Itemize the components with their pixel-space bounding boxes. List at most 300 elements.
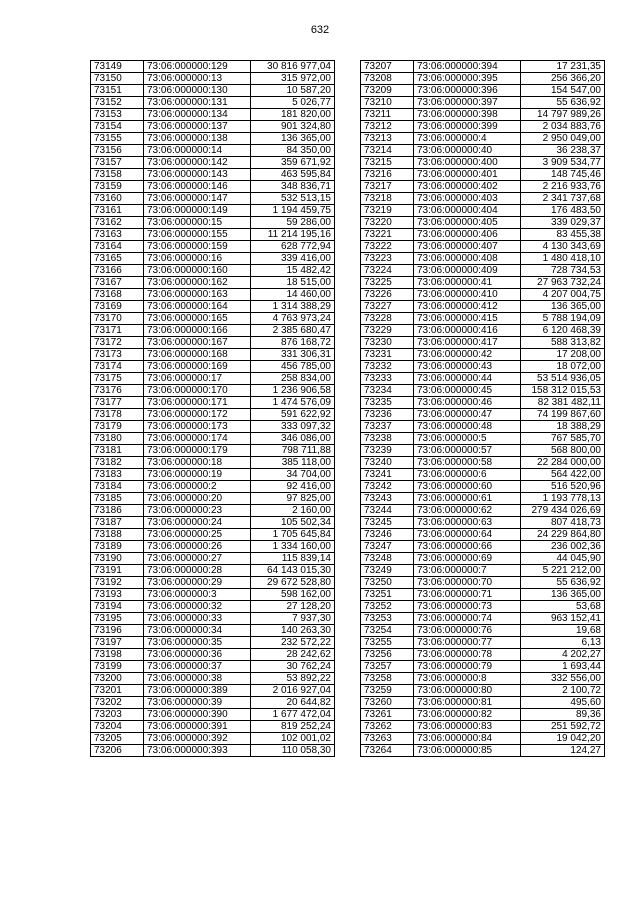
cadastral-value-cell: 29 672 528,80 xyxy=(251,577,335,589)
cadastral-number-cell: 73:06:000000:8 xyxy=(414,673,521,685)
table-row xyxy=(361,289,605,301)
row-number-cell: 73197 xyxy=(91,637,144,649)
table-row xyxy=(91,325,335,337)
row-number-cell: 73207 xyxy=(361,61,414,73)
table-row xyxy=(91,373,335,385)
cadastral-value-cell: 74 199 867,60 xyxy=(521,409,605,421)
table-row xyxy=(91,181,335,193)
table-row xyxy=(91,133,335,145)
table-row xyxy=(361,313,605,325)
cadastral-value-cell: 516 520,96 xyxy=(521,481,605,493)
row-number-cell: 73243 xyxy=(361,493,414,505)
cadastral-value-cell: 2 016 927,04 xyxy=(251,685,335,697)
table-row xyxy=(91,85,335,97)
row-number-cell: 73185 xyxy=(91,493,144,505)
cadastral-number-cell: 73:06:000000:162 xyxy=(144,277,251,289)
row-number-cell: 73254 xyxy=(361,625,414,637)
table-row xyxy=(91,361,335,373)
cadastral-number-cell: 73:06:000000:169 xyxy=(144,361,251,373)
table-row xyxy=(91,337,335,349)
cadastral-number-cell: 73:06:000000:393 xyxy=(144,745,251,757)
table-row xyxy=(361,349,605,361)
cadastral-number-cell: 73:06:000000:34 xyxy=(144,625,251,637)
row-number-cell: 73255 xyxy=(361,637,414,649)
row-number-cell: 73221 xyxy=(361,229,414,241)
row-number-cell: 73162 xyxy=(91,217,144,229)
table-row xyxy=(361,577,605,589)
cadastral-number-cell: 73:06:000000:15 xyxy=(144,217,251,229)
row-number-cell: 73187 xyxy=(91,517,144,529)
cadastral-number-cell: 73:06:000000:416 xyxy=(414,325,521,337)
table-row xyxy=(361,553,605,565)
row-number-cell: 73213 xyxy=(361,133,414,145)
row-number-cell: 73190 xyxy=(91,553,144,565)
cadastral-value-cell: 1 193 778,13 xyxy=(521,493,605,505)
row-number-cell: 73154 xyxy=(91,121,144,133)
cadastral-value-cell: 1 677 472,04 xyxy=(251,709,335,721)
table-row xyxy=(91,289,335,301)
cadastral-number-cell: 73:06:000000:394 xyxy=(414,61,521,73)
cadastral-number-cell: 73:06:000000:81 xyxy=(414,697,521,709)
cadastral-value-cell: 3 909 534,77 xyxy=(521,157,605,169)
row-number-cell: 73169 xyxy=(91,301,144,313)
cadastral-value-cell: 1 334 160,00 xyxy=(251,541,335,553)
row-number-cell: 73235 xyxy=(361,397,414,409)
cadastral-value-cell: 55 636,92 xyxy=(521,577,605,589)
row-number-cell: 73175 xyxy=(91,373,144,385)
cadastral-value-cell: 53 892,22 xyxy=(251,673,335,685)
cadastral-number-cell: 73:06:000000:173 xyxy=(144,421,251,433)
cadastral-value-cell: 2 160,00 xyxy=(251,505,335,517)
row-number-cell: 73186 xyxy=(91,505,144,517)
cadastral-number-cell: 73:06:000000:45 xyxy=(414,385,521,397)
table-row xyxy=(361,409,605,421)
cadastral-value-cell: 44 045,90 xyxy=(521,553,605,565)
table-row xyxy=(361,109,605,121)
table-row xyxy=(91,709,335,721)
cadastral-number-cell: 73:06:000000:392 xyxy=(144,733,251,745)
row-number-cell: 73176 xyxy=(91,385,144,397)
cadastral-value-cell: 2 341 737,68 xyxy=(521,193,605,205)
table-row xyxy=(361,721,605,733)
row-number-cell: 73166 xyxy=(91,265,144,277)
table-row xyxy=(361,469,605,481)
cadastral-value-cell: 332 556,00 xyxy=(521,673,605,685)
row-number-cell: 73250 xyxy=(361,577,414,589)
row-number-cell: 73263 xyxy=(361,733,414,745)
row-number-cell: 73193 xyxy=(91,589,144,601)
cadastral-number-cell: 73:06:000000:73 xyxy=(414,601,521,613)
cadastral-value-cell: 30 816 977,04 xyxy=(251,61,335,73)
table-row xyxy=(361,157,605,169)
table-row xyxy=(91,205,335,217)
table-row xyxy=(91,517,335,529)
cadastral-number-cell: 73:06:000000:165 xyxy=(144,313,251,325)
cadastral-number-cell: 73:06:000000:402 xyxy=(414,181,521,193)
cadastral-number-cell: 73:06:000000:60 xyxy=(414,481,521,493)
cadastral-number-cell: 73:06:000000:23 xyxy=(144,505,251,517)
row-number-cell: 73179 xyxy=(91,421,144,433)
cadastral-number-cell: 73:06:000000:3 xyxy=(144,589,251,601)
row-number-cell: 73259 xyxy=(361,685,414,697)
cadastral-value-cell: 14 797 989,26 xyxy=(521,109,605,121)
cadastral-value-cell: 82 381 482,11 xyxy=(521,397,605,409)
table-row xyxy=(361,445,605,457)
row-number-cell: 73223 xyxy=(361,253,414,265)
cadastral-value-cell: 30 762,24 xyxy=(251,661,335,673)
cadastral-value-cell: 92 416,00 xyxy=(251,481,335,493)
row-number-cell: 73153 xyxy=(91,109,144,121)
cadastral-value-cell: 27 963 732,24 xyxy=(521,277,605,289)
table-row xyxy=(361,637,605,649)
cadastral-value-cell: 158 312 015,53 xyxy=(521,385,605,397)
cadastral-number-cell: 73:06:000000:82 xyxy=(414,709,521,721)
cadastral-value-cell: 591 622,92 xyxy=(251,409,335,421)
table-row xyxy=(361,193,605,205)
row-number-cell: 73181 xyxy=(91,445,144,457)
cadastral-value-cell: 20 644,82 xyxy=(251,697,335,709)
cadastral-number-cell: 73:06:000000:39 xyxy=(144,697,251,709)
table-row xyxy=(361,541,605,553)
table-row xyxy=(91,745,335,757)
table-row xyxy=(91,685,335,697)
row-number-cell: 73196 xyxy=(91,625,144,637)
cadastral-value-cell: 1 236 906,58 xyxy=(251,385,335,397)
row-number-cell: 73208 xyxy=(361,73,414,85)
cadastral-number-cell: 73:06:000000:129 xyxy=(144,61,251,73)
cadastral-number-cell: 73:06:000000:58 xyxy=(414,457,521,469)
cadastral-number-cell: 73:06:000000:16 xyxy=(144,253,251,265)
table-row xyxy=(91,553,335,565)
cadastral-value-cell: 4 207 004,75 xyxy=(521,289,605,301)
cadastral-value-cell: 84 350,00 xyxy=(251,145,335,157)
table-row xyxy=(361,709,605,721)
row-number-cell: 73257 xyxy=(361,661,414,673)
cadastral-number-cell: 73:06:000000:168 xyxy=(144,349,251,361)
table-row xyxy=(91,673,335,685)
cadastral-value-cell: 181 820,00 xyxy=(251,109,335,121)
row-number-cell: 73149 xyxy=(91,61,144,73)
cadastral-value-cell: 17 208,00 xyxy=(521,349,605,361)
table-row xyxy=(91,409,335,421)
table-row xyxy=(91,229,335,241)
table-row xyxy=(361,385,605,397)
cadastral-value-cell: 456 785,00 xyxy=(251,361,335,373)
table-row xyxy=(361,217,605,229)
row-number-cell: 73228 xyxy=(361,313,414,325)
table-row xyxy=(91,529,335,541)
row-number-cell: 73191 xyxy=(91,565,144,577)
row-number-cell: 73215 xyxy=(361,157,414,169)
cadastral-number-cell: 73:06:000000:63 xyxy=(414,517,521,529)
table-row xyxy=(361,133,605,145)
table-row xyxy=(91,385,335,397)
row-number-cell: 73173 xyxy=(91,349,144,361)
cadastral-number-cell: 73:06:000000:29 xyxy=(144,577,251,589)
table-row xyxy=(361,325,605,337)
cadastral-value-cell: 102 001,02 xyxy=(251,733,335,745)
cadastral-value-cell: 27 128,20 xyxy=(251,601,335,613)
cadastral-value-cell: 115 839,14 xyxy=(251,553,335,565)
cadastral-value-cell: 568 800,00 xyxy=(521,445,605,457)
row-number-cell: 73178 xyxy=(91,409,144,421)
table-row xyxy=(361,373,605,385)
cadastral-value-cell: 258 834,00 xyxy=(251,373,335,385)
cadastral-value-cell: 18 072,00 xyxy=(521,361,605,373)
row-number-cell: 73239 xyxy=(361,445,414,457)
cadastral-value-cell: 2 034 883,76 xyxy=(521,121,605,133)
table-row xyxy=(91,241,335,253)
table-row xyxy=(361,529,605,541)
cadastral-number-cell: 73:06:000000:398 xyxy=(414,109,521,121)
row-number-cell: 73219 xyxy=(361,205,414,217)
cadastral-value-cell: 348 836,71 xyxy=(251,181,335,193)
cadastral-number-cell: 73:06:000000:20 xyxy=(144,493,251,505)
table-row xyxy=(361,517,605,529)
cadastral-number-cell: 73:06:000000:389 xyxy=(144,685,251,697)
table-row xyxy=(91,589,335,601)
table-row xyxy=(361,229,605,241)
cadastral-value-cell: 331 306,31 xyxy=(251,349,335,361)
table-row xyxy=(361,493,605,505)
table-row xyxy=(361,625,605,637)
cadastral-number-cell: 73:06:000000:79 xyxy=(414,661,521,673)
row-number-cell: 73220 xyxy=(361,217,414,229)
table-row xyxy=(361,661,605,673)
table-row xyxy=(361,613,605,625)
cadastral-number-cell: 73:06:000000:143 xyxy=(144,169,251,181)
table-row xyxy=(91,733,335,745)
cadastral-value-cell: 36 238,37 xyxy=(521,145,605,157)
row-number-cell: 73189 xyxy=(91,541,144,553)
table-row xyxy=(361,277,605,289)
table-row xyxy=(361,589,605,601)
cadastral-number-cell: 73:06:000000:395 xyxy=(414,73,521,85)
table-row xyxy=(91,397,335,409)
cadastral-number-cell: 73:06:000000:18 xyxy=(144,457,251,469)
table-row xyxy=(91,421,335,433)
table-row xyxy=(361,649,605,661)
cadastral-value-cell: 1 194 459,75 xyxy=(251,205,335,217)
cadastral-number-cell: 73:06:000000:401 xyxy=(414,169,521,181)
cadastral-value-cell: 18 515,00 xyxy=(251,277,335,289)
table-row xyxy=(361,205,605,217)
cadastral-value-cell: 14 460,00 xyxy=(251,289,335,301)
table-row xyxy=(91,193,335,205)
cadastral-value-cell: 339 416,00 xyxy=(251,253,335,265)
table-row xyxy=(361,481,605,493)
table-row xyxy=(361,181,605,193)
cadastral-number-cell: 73:06:000000:13 xyxy=(144,73,251,85)
cadastral-value-cell: 64 143 015,30 xyxy=(251,565,335,577)
row-number-cell: 73182 xyxy=(91,457,144,469)
row-number-cell: 73158 xyxy=(91,169,144,181)
row-number-cell: 73180 xyxy=(91,433,144,445)
cadastral-value-cell: 236 002,36 xyxy=(521,541,605,553)
row-number-cell: 73200 xyxy=(91,673,144,685)
cadastral-number-cell: 73:06:000000:163 xyxy=(144,289,251,301)
cadastral-value-cell: 1 480 418,10 xyxy=(521,253,605,265)
cadastral-value-cell: 2 950 049,00 xyxy=(521,133,605,145)
cadastral-value-cell: 251 592,72 xyxy=(521,721,605,733)
cadastral-number-cell: 73:06:000000:35 xyxy=(144,637,251,649)
row-number-cell: 73156 xyxy=(91,145,144,157)
row-number-cell: 73210 xyxy=(361,97,414,109)
table-row xyxy=(361,301,605,313)
table-row xyxy=(361,601,605,613)
cadastral-number-cell: 73:06:000000:38 xyxy=(144,673,251,685)
cadastral-value-cell: 598 162,00 xyxy=(251,589,335,601)
cadastral-value-cell: 819 252,24 xyxy=(251,721,335,733)
cadastral-value-cell: 2 100,72 xyxy=(521,685,605,697)
table-row xyxy=(91,121,335,133)
cadastral-value-cell: 6,13 xyxy=(521,637,605,649)
cadastral-number-cell: 73:06:000000:412 xyxy=(414,301,521,313)
cadastral-value-cell: 28 242,62 xyxy=(251,649,335,661)
cadastral-value-cell: 19,68 xyxy=(521,625,605,637)
cadastral-number-cell: 73:06:000000:130 xyxy=(144,85,251,97)
table-row xyxy=(91,157,335,169)
table-row xyxy=(91,661,335,673)
table-row xyxy=(91,253,335,265)
table-row xyxy=(361,85,605,97)
cadastral-value-cell: 463 595,84 xyxy=(251,169,335,181)
row-number-cell: 73253 xyxy=(361,613,414,625)
cadastral-value-cell: 6 120 468,39 xyxy=(521,325,605,337)
table-row xyxy=(91,541,335,553)
table-row xyxy=(91,313,335,325)
row-number-cell: 73184 xyxy=(91,481,144,493)
cadastral-number-cell: 73:06:000000:44 xyxy=(414,373,521,385)
row-number-cell: 73203 xyxy=(91,709,144,721)
table-row xyxy=(91,61,335,73)
cadastral-value-cell: 279 434 026,69 xyxy=(521,505,605,517)
table-row xyxy=(361,73,605,85)
row-number-cell: 73241 xyxy=(361,469,414,481)
cadastral-value-cell: 5 221 212,00 xyxy=(521,565,605,577)
cadastral-value-cell: 901 324,80 xyxy=(251,121,335,133)
cadastral-number-cell: 73:06:000000:62 xyxy=(414,505,521,517)
cadastral-value-cell: 7 937,30 xyxy=(251,613,335,625)
cadastral-value-cell: 154 547,00 xyxy=(521,85,605,97)
row-number-cell: 73194 xyxy=(91,601,144,613)
cadastral-number-cell: 73:06:000000:27 xyxy=(144,553,251,565)
cadastral-number-cell: 73:06:000000:26 xyxy=(144,541,251,553)
row-number-cell: 73252 xyxy=(361,601,414,613)
row-number-cell: 73155 xyxy=(91,133,144,145)
row-number-cell: 73164 xyxy=(91,241,144,253)
row-number-cell: 73244 xyxy=(361,505,414,517)
table-row xyxy=(91,97,335,109)
table-row xyxy=(91,349,335,361)
table-row xyxy=(361,241,605,253)
table-row xyxy=(361,253,605,265)
table-row xyxy=(361,397,605,409)
cadastral-value-cell: 876 168,72 xyxy=(251,337,335,349)
cadastral-value-cell: 256 366,20 xyxy=(521,73,605,85)
cadastral-number-cell: 73:06:000000:32 xyxy=(144,601,251,613)
cadastral-value-cell: 53,68 xyxy=(521,601,605,613)
cadastral-value-cell: 1 705 645,84 xyxy=(251,529,335,541)
cadastral-number-cell: 73:06:000000:47 xyxy=(414,409,521,421)
cadastral-value-cell: 17 231,35 xyxy=(521,61,605,73)
row-number-cell: 73157 xyxy=(91,157,144,169)
cadastral-number-cell: 73:06:000000:405 xyxy=(414,217,521,229)
cadastral-number-cell: 73:06:000000:5 xyxy=(414,433,521,445)
page-number: 632 xyxy=(310,24,330,36)
cadastral-value-cell: 89,36 xyxy=(521,709,605,721)
table-row xyxy=(361,361,605,373)
row-number-cell: 73168 xyxy=(91,289,144,301)
table-row xyxy=(91,457,335,469)
cadastral-value-cell: 4 202,27 xyxy=(521,649,605,661)
row-number-cell: 73177 xyxy=(91,397,144,409)
cadastral-number-cell: 73:06:000000:80 xyxy=(414,685,521,697)
cadastral-value-cell: 346 086,00 xyxy=(251,433,335,445)
cadastral-value-cell: 1 314 388,29 xyxy=(251,301,335,313)
row-number-cell: 73238 xyxy=(361,433,414,445)
cadastral-value-cell: 4 763 973,24 xyxy=(251,313,335,325)
table-row xyxy=(91,481,335,493)
table-row xyxy=(361,97,605,109)
cadastral-value-cell: 728 734,53 xyxy=(521,265,605,277)
cadastral-value-cell: 110 058,30 xyxy=(251,745,335,757)
cadastral-number-cell: 73:06:000000:41 xyxy=(414,277,521,289)
table-row xyxy=(361,337,605,349)
row-number-cell: 73161 xyxy=(91,205,144,217)
cadastral-value-cell: 15 482,42 xyxy=(251,265,335,277)
cadastral-number-cell: 73:06:000000:403 xyxy=(414,193,521,205)
row-number-cell: 73209 xyxy=(361,85,414,97)
row-number-cell: 73232 xyxy=(361,361,414,373)
cadastral-number-cell: 73:06:000000:146 xyxy=(144,181,251,193)
cadastral-number-cell: 73:06:000000:409 xyxy=(414,265,521,277)
cadastral-number-cell: 73:06:000000:14 xyxy=(144,145,251,157)
row-number-cell: 73260 xyxy=(361,697,414,709)
table-row xyxy=(91,625,335,637)
row-number-cell: 73247 xyxy=(361,541,414,553)
table-row xyxy=(361,121,605,133)
row-number-cell: 73234 xyxy=(361,385,414,397)
cadastral-table-left xyxy=(90,60,335,757)
row-number-cell: 73167 xyxy=(91,277,144,289)
cadastral-value-cell: 34 704,00 xyxy=(251,469,335,481)
cadastral-number-cell: 73:06:000000:390 xyxy=(144,709,251,721)
row-number-cell: 73245 xyxy=(361,517,414,529)
row-number-cell: 73188 xyxy=(91,529,144,541)
row-number-cell: 73261 xyxy=(361,709,414,721)
table-row xyxy=(361,433,605,445)
row-number-cell: 73150 xyxy=(91,73,144,85)
row-number-cell: 73218 xyxy=(361,193,414,205)
cadastral-value-cell: 59 286,00 xyxy=(251,217,335,229)
cadastral-number-cell: 73:06:000000:76 xyxy=(414,625,521,637)
cadastral-number-cell: 73:06:000000:164 xyxy=(144,301,251,313)
cadastral-value-cell: 53 514 936,05 xyxy=(521,373,605,385)
row-number-cell: 73195 xyxy=(91,613,144,625)
cadastral-number-cell: 73:06:000000:397 xyxy=(414,97,521,109)
row-number-cell: 73248 xyxy=(361,553,414,565)
table-row xyxy=(91,649,335,661)
cadastral-number-cell: 73:06:000000:66 xyxy=(414,541,521,553)
table-row xyxy=(91,145,335,157)
cadastral-value-cell: 97 825,00 xyxy=(251,493,335,505)
row-number-cell: 73226 xyxy=(361,289,414,301)
table-row xyxy=(361,745,605,757)
cadastral-number-cell: 73:06:000000:179 xyxy=(144,445,251,457)
cadastral-value-cell: 136 365,00 xyxy=(521,301,605,313)
row-number-cell: 73217 xyxy=(361,181,414,193)
